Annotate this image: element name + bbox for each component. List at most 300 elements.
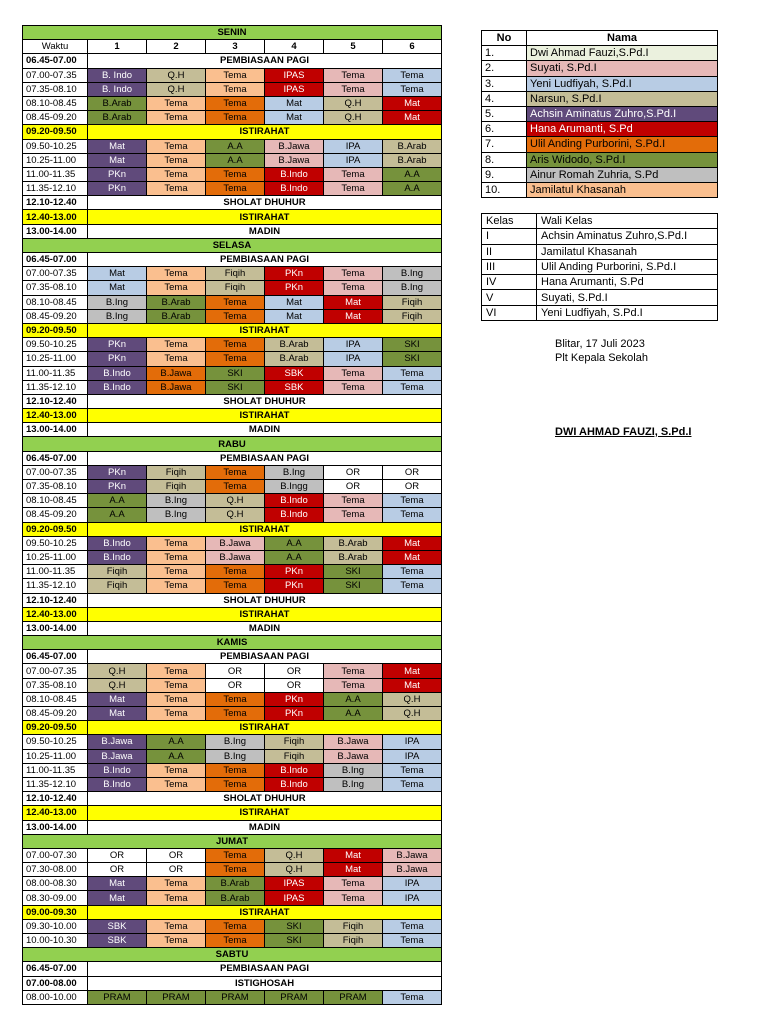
subject-cell: PKn (265, 267, 324, 281)
class-name: I (482, 229, 537, 244)
subject-cell: Q.H (206, 494, 265, 508)
subject-cell: B.Ing (206, 749, 265, 763)
time-cell: 06.45-07.00 (23, 650, 88, 664)
subject-cell: Tema (206, 480, 265, 494)
schedule-row (23, 934, 442, 948)
teacher-name: Jamilatul Khasanah (527, 182, 718, 197)
teacher-name: Narsun, S.Pd.I (527, 91, 718, 106)
time-cell: 12.40-13.00 (23, 806, 88, 820)
schedule-row (23, 962, 442, 976)
subject-cell: Mat (383, 96, 442, 110)
schedule-row (23, 508, 442, 522)
schedule-row (23, 409, 442, 423)
teacher-list-table (481, 30, 718, 198)
schedule-row (23, 167, 442, 181)
schedule-row (23, 763, 442, 777)
subject-cell: A.A (88, 508, 147, 522)
time-cell: 07.35-08.10 (23, 82, 88, 96)
schedule-row (23, 54, 442, 68)
subject-cell: Fiqih (206, 281, 265, 295)
subject-cell: Tema (324, 678, 383, 692)
teacher-no: 3. (482, 76, 527, 91)
homeroom-row (482, 305, 718, 320)
time-cell: 11.00-11.35 (23, 565, 88, 579)
time-cell: 08.10-08.45 (23, 295, 88, 309)
schedule-row (23, 139, 442, 153)
subject-cell: IPA (324, 153, 383, 167)
schedule-row (23, 692, 442, 706)
activity-cell: ISTIRAHAT (88, 125, 442, 139)
subject-cell: SKI (265, 919, 324, 933)
day-header: JUMAT (23, 834, 442, 848)
day-header: SABTU (23, 948, 442, 962)
activity-cell: SHOLAT DHUHUR (88, 792, 442, 806)
subject-cell: PKn (265, 692, 324, 706)
schedule-row (23, 621, 442, 635)
subject-cell: A.A (206, 139, 265, 153)
class-column-header: 4 (265, 40, 324, 54)
activity-cell: ISTIRAHAT (88, 323, 442, 337)
subject-cell: Tema (206, 167, 265, 181)
teacher-name: Achsin Aminatus Zuhro,S.Pd.I (527, 106, 718, 121)
subject-cell: OR (265, 678, 324, 692)
subject-cell: PKn (265, 579, 324, 593)
subject-cell: Mat (324, 309, 383, 323)
subject-cell: Mat (265, 295, 324, 309)
subject-cell: Mat (324, 863, 383, 877)
schedule-row (23, 267, 442, 281)
subject-cell: Tema (147, 153, 206, 167)
teacher-row (482, 91, 718, 106)
subject-cell: Tema (383, 68, 442, 82)
schedule-row (23, 905, 442, 919)
subject-cell: B.Ingg (265, 480, 324, 494)
subject-cell: B.Ing (383, 267, 442, 281)
subject-cell: A.A (265, 536, 324, 550)
schedule-row (23, 295, 442, 309)
homeroom-row (482, 275, 718, 290)
teacher-no: 6. (482, 122, 527, 137)
subject-cell: Tema (147, 536, 206, 550)
subject-cell: Tema (206, 763, 265, 777)
schedule-row (23, 196, 442, 210)
subject-cell: SKI (324, 579, 383, 593)
schedule-row (23, 792, 442, 806)
subject-cell: B.Jawa (324, 749, 383, 763)
subject-cell: Fiqih (383, 309, 442, 323)
homeroom-row (482, 229, 718, 244)
subject-cell: Tema (383, 366, 442, 380)
subject-cell: OR (383, 480, 442, 494)
subject-cell: PKn (265, 565, 324, 579)
time-cell: 06.45-07.00 (23, 451, 88, 465)
subject-cell: A.A (147, 735, 206, 749)
subject-cell: Tema (206, 295, 265, 309)
time-cell: 07.00-07.35 (23, 267, 88, 281)
subject-cell: Tema (147, 664, 206, 678)
schedule-row (23, 253, 442, 267)
schedule-row (23, 664, 442, 678)
subject-cell: Tema (324, 494, 383, 508)
time-cell: 08.00-10.00 (23, 990, 88, 1004)
day-header: SENIN (23, 26, 442, 40)
schedule-row (23, 990, 442, 1004)
schedule-row (23, 834, 442, 848)
class-column-header: 1 (88, 40, 147, 54)
subject-cell: Mat (88, 877, 147, 891)
subject-cell: Tema (206, 182, 265, 196)
activity-cell: MADIN (88, 820, 442, 834)
subject-cell: B.Jawa (206, 536, 265, 550)
signature-name: DWI AHMAD FAUZI, S.Pd.I (555, 426, 692, 438)
time-cell: 13.00-14.00 (23, 820, 88, 834)
subject-cell: B.Arab (206, 877, 265, 891)
subject-cell: Tema (324, 891, 383, 905)
homeroom-teacher: Yeni Ludfiyah, S.Pd.I (537, 305, 718, 320)
activity-cell: ISTIRAHAT (88, 409, 442, 423)
subject-cell: Tema (147, 579, 206, 593)
time-cell: 08.30-09.00 (23, 891, 88, 905)
subject-cell: Tema (147, 338, 206, 352)
subject-cell: Tema (147, 565, 206, 579)
schedule-row (23, 238, 442, 252)
subject-cell: Mat (324, 848, 383, 862)
subject-cell: B.Arab (383, 153, 442, 167)
subject-cell: Fiqih (147, 465, 206, 479)
activity-cell: MADIN (88, 423, 442, 437)
subject-cell: Mat (265, 309, 324, 323)
time-cell: 06.45-07.00 (23, 962, 88, 976)
subject-cell: Mat (383, 111, 442, 125)
subject-cell: IPA (324, 352, 383, 366)
schedule-row (23, 565, 442, 579)
class-name: III (482, 259, 537, 274)
schedule-row (23, 125, 442, 139)
time-cell: 08.45-09.20 (23, 707, 88, 721)
activity-cell: ISTIRAHAT (88, 210, 442, 224)
time-cell: 07.35-08.10 (23, 480, 88, 494)
subject-cell: B.Ing (88, 295, 147, 309)
activity-cell: PEMBIASAAN PAGI (88, 451, 442, 465)
subject-cell: Tema (206, 848, 265, 862)
homeroom-row (482, 259, 718, 274)
subject-cell: OR (265, 664, 324, 678)
time-cell: 10.25-11.00 (23, 749, 88, 763)
teacher-name: Yeni Ludfiyah, S.Pd.I (527, 76, 718, 91)
subject-cell: Mat (383, 550, 442, 564)
teacher-name: Hana Arumanti, S.Pd (527, 122, 718, 137)
subject-cell: B.Jawa (383, 848, 442, 862)
schedule-row (23, 82, 442, 96)
schedule-row (23, 394, 442, 408)
subject-cell: Fiqih (88, 565, 147, 579)
teacher-no: 5. (482, 106, 527, 121)
schedule-row (23, 806, 442, 820)
subject-cell: OR (88, 848, 147, 862)
homeroom-teacher-table (481, 213, 718, 321)
subject-cell: Tema (147, 96, 206, 110)
subject-cell: A.A (324, 692, 383, 706)
subject-cell: A.A (147, 749, 206, 763)
schedule-row (23, 26, 442, 40)
subject-cell: B.Jawa (147, 380, 206, 394)
subject-cell: B.Arab (147, 309, 206, 323)
subject-cell: B.Ing (265, 465, 324, 479)
subject-cell: Fiqih (324, 919, 383, 933)
time-column-header: Waktu (23, 40, 88, 54)
subject-cell: B.Ing (147, 494, 206, 508)
schedule-row (23, 863, 442, 877)
schedule-row (23, 182, 442, 196)
subject-cell: Tema (324, 877, 383, 891)
schedule-row (23, 636, 442, 650)
subject-cell: Tema (147, 550, 206, 564)
schedule-row (23, 423, 442, 437)
subject-cell: B.Indo (88, 777, 147, 791)
time-cell: 08.00-08.30 (23, 877, 88, 891)
activity-cell: PEMBIASAAN PAGI (88, 650, 442, 664)
subject-cell: Q.H (147, 68, 206, 82)
time-cell: 12.10-12.40 (23, 593, 88, 607)
subject-cell: SKI (206, 380, 265, 394)
subject-cell: Mat (88, 891, 147, 905)
schedule-row (23, 820, 442, 834)
subject-cell: IPAS (265, 891, 324, 905)
time-cell: 08.10-08.45 (23, 692, 88, 706)
subject-cell: B.Arab (265, 352, 324, 366)
teacher-no: 7. (482, 137, 527, 152)
subject-cell: Tema (324, 167, 383, 181)
time-cell: 07.00-07.35 (23, 465, 88, 479)
activity-cell: SHOLAT DHUHUR (88, 593, 442, 607)
class-name: VI (482, 305, 537, 320)
subject-cell: Tema (324, 380, 383, 394)
subject-cell: A.A (383, 182, 442, 196)
schedule-row (23, 451, 442, 465)
subject-cell: PRAM (324, 990, 383, 1004)
time-cell: 09.20-09.50 (23, 721, 88, 735)
teacher-no: 9. (482, 167, 527, 182)
subject-cell: B.Jawa (147, 366, 206, 380)
subject-cell: B.Indo (265, 182, 324, 196)
schedule-row (23, 437, 442, 451)
time-cell: 12.40-13.00 (23, 607, 88, 621)
subject-cell: Tema (147, 763, 206, 777)
subject-cell: Tema (324, 508, 383, 522)
activity-cell: SHOLAT DHUHUR (88, 196, 442, 210)
subject-cell: Tema (147, 678, 206, 692)
activity-cell: ISTIRAHAT (88, 607, 442, 621)
subject-cell: OR (147, 848, 206, 862)
homeroom-header: Wali Kelas (537, 214, 718, 229)
subject-cell: B.Indo (88, 763, 147, 777)
subject-cell: Tema (206, 777, 265, 791)
subject-cell: Tema (147, 777, 206, 791)
subject-cell: Tema (147, 352, 206, 366)
activity-cell: ISTIRAHAT (88, 905, 442, 919)
time-cell: 12.10-12.40 (23, 792, 88, 806)
subject-cell: Tema (147, 919, 206, 933)
subject-cell: OR (324, 480, 383, 494)
schedule-row (23, 976, 442, 990)
time-cell: 12.10-12.40 (23, 196, 88, 210)
subject-cell: Tema (383, 763, 442, 777)
subject-cell: Tema (206, 863, 265, 877)
subject-cell: B. Indo (88, 68, 147, 82)
subject-cell: Mat (383, 678, 442, 692)
time-cell: 09.50-10.25 (23, 735, 88, 749)
time-cell: 11.00-11.35 (23, 763, 88, 777)
teacher-row (482, 122, 718, 137)
subject-cell: Mat (265, 111, 324, 125)
schedule-row (23, 380, 442, 394)
subject-cell: Q.H (88, 664, 147, 678)
time-cell: 09.20-09.50 (23, 323, 88, 337)
subject-cell: B.Indo (265, 777, 324, 791)
subject-cell: Tema (206, 579, 265, 593)
subject-cell: OR (206, 678, 265, 692)
schedule-row (23, 607, 442, 621)
subject-cell: Tema (206, 338, 265, 352)
time-cell: 08.45-09.20 (23, 508, 88, 522)
subject-cell: B.Arab (206, 891, 265, 905)
schedule-row (23, 352, 442, 366)
teacher-name: Suyati, S.Pd.I (527, 61, 718, 76)
time-cell: 11.00-11.35 (23, 366, 88, 380)
teacher-no: 10. (482, 182, 527, 197)
subject-cell: Mat (88, 692, 147, 706)
subject-cell: B.Arab (147, 295, 206, 309)
time-cell: 12.40-13.00 (23, 210, 88, 224)
time-cell: 06.45-07.00 (23, 54, 88, 68)
time-cell: 08.45-09.20 (23, 309, 88, 323)
schedule-row (23, 536, 442, 550)
subject-cell: Q.H (383, 692, 442, 706)
time-cell: 11.35-12.10 (23, 777, 88, 791)
activity-cell: MADIN (88, 224, 442, 238)
homeroom-teacher: Suyati, S.Pd.I (537, 290, 718, 305)
subject-cell: IPAS (265, 877, 324, 891)
class-name: IV (482, 275, 537, 290)
subject-cell: Tema (324, 267, 383, 281)
subject-cell: Fiqih (383, 295, 442, 309)
subject-cell: SBK (88, 934, 147, 948)
class-column-header: 6 (383, 40, 442, 54)
schedule-row (23, 153, 442, 167)
time-cell: 09.20-09.50 (23, 522, 88, 536)
subject-cell: A.A (265, 550, 324, 564)
subject-cell: B.Indo (88, 550, 147, 564)
subject-cell: PRAM (147, 990, 206, 1004)
time-cell: 09.00-09.30 (23, 905, 88, 919)
schedule-row (23, 707, 442, 721)
subject-cell: SBK (265, 366, 324, 380)
subject-cell: PRAM (265, 990, 324, 1004)
subject-cell: Q.H (265, 848, 324, 862)
subject-cell: B.Indo (265, 508, 324, 522)
subject-cell: Mat (88, 139, 147, 153)
subject-cell: Tema (206, 919, 265, 933)
schedule-row (23, 465, 442, 479)
schedule-row (23, 338, 442, 352)
time-cell: 07.00-07.30 (23, 848, 88, 862)
subject-cell: PKn (88, 480, 147, 494)
subject-cell: B.Indo (88, 366, 147, 380)
time-cell: 07.35-08.10 (23, 678, 88, 692)
subject-cell: Tema (147, 934, 206, 948)
subject-cell: IPA (383, 891, 442, 905)
schedule-row (23, 650, 442, 664)
homeroom-teacher: Ulil Anding Purborini, S.Pd.I (537, 259, 718, 274)
subject-cell: IPAS (265, 68, 324, 82)
time-cell: 07.35-08.10 (23, 281, 88, 295)
subject-cell: B.Jawa (265, 153, 324, 167)
teacher-row (482, 137, 718, 152)
schedule-row (23, 522, 442, 536)
time-cell: 09.30-10.00 (23, 919, 88, 933)
subject-cell: PRAM (88, 990, 147, 1004)
schedule-row (23, 210, 442, 224)
subject-cell: OR (206, 664, 265, 678)
subject-cell: B.Jawa (88, 749, 147, 763)
subject-cell: Tema (324, 82, 383, 96)
time-cell: 09.50-10.25 (23, 536, 88, 550)
schedule-row (23, 68, 442, 82)
subject-cell: Tema (147, 182, 206, 196)
class-name: V (482, 290, 537, 305)
subject-cell: B.Indo (265, 167, 324, 181)
subject-cell: Tema (383, 82, 442, 96)
subject-cell: Tema (383, 579, 442, 593)
schedule-row (23, 777, 442, 791)
subject-cell: SBK (88, 919, 147, 933)
subject-cell: Tema (206, 352, 265, 366)
subject-cell: B.Arab (88, 96, 147, 110)
subject-cell: Tema (324, 366, 383, 380)
subject-cell: Q.H (383, 707, 442, 721)
subject-cell: PKn (88, 465, 147, 479)
subject-cell: Tema (147, 707, 206, 721)
time-cell: 08.10-08.45 (23, 494, 88, 508)
subject-cell: OR (324, 465, 383, 479)
subject-cell: B.Jawa (324, 735, 383, 749)
time-cell: 10.25-11.00 (23, 550, 88, 564)
homeroom-row (482, 244, 718, 259)
subject-cell: Mat (88, 707, 147, 721)
subject-cell: B.Ing (324, 777, 383, 791)
time-cell: 07.00-07.35 (23, 68, 88, 82)
teacher-name: Aris Widodo, S.Pd.I (527, 152, 718, 167)
schedule-row (23, 40, 442, 54)
signature-place-date: Blitar, 17 Juli 2023 (555, 338, 645, 350)
subject-cell: OR (383, 465, 442, 479)
class-name: II (482, 244, 537, 259)
subject-cell: B.Indo (88, 380, 147, 394)
schedule-table (22, 25, 442, 1005)
subject-cell: Q.H (206, 508, 265, 522)
schedule-row (23, 366, 442, 380)
time-cell: 07.30-08.00 (23, 863, 88, 877)
subject-cell: PKn (88, 167, 147, 181)
subject-cell: Mat (383, 536, 442, 550)
teacher-no-header: No (482, 31, 527, 46)
subject-cell: IPAS (265, 82, 324, 96)
subject-cell: Q.H (324, 111, 383, 125)
subject-cell: IPA (383, 749, 442, 763)
subject-cell: Q.H (265, 863, 324, 877)
activity-cell: PEMBIASAAN PAGI (88, 253, 442, 267)
time-cell: 13.00-14.00 (23, 423, 88, 437)
